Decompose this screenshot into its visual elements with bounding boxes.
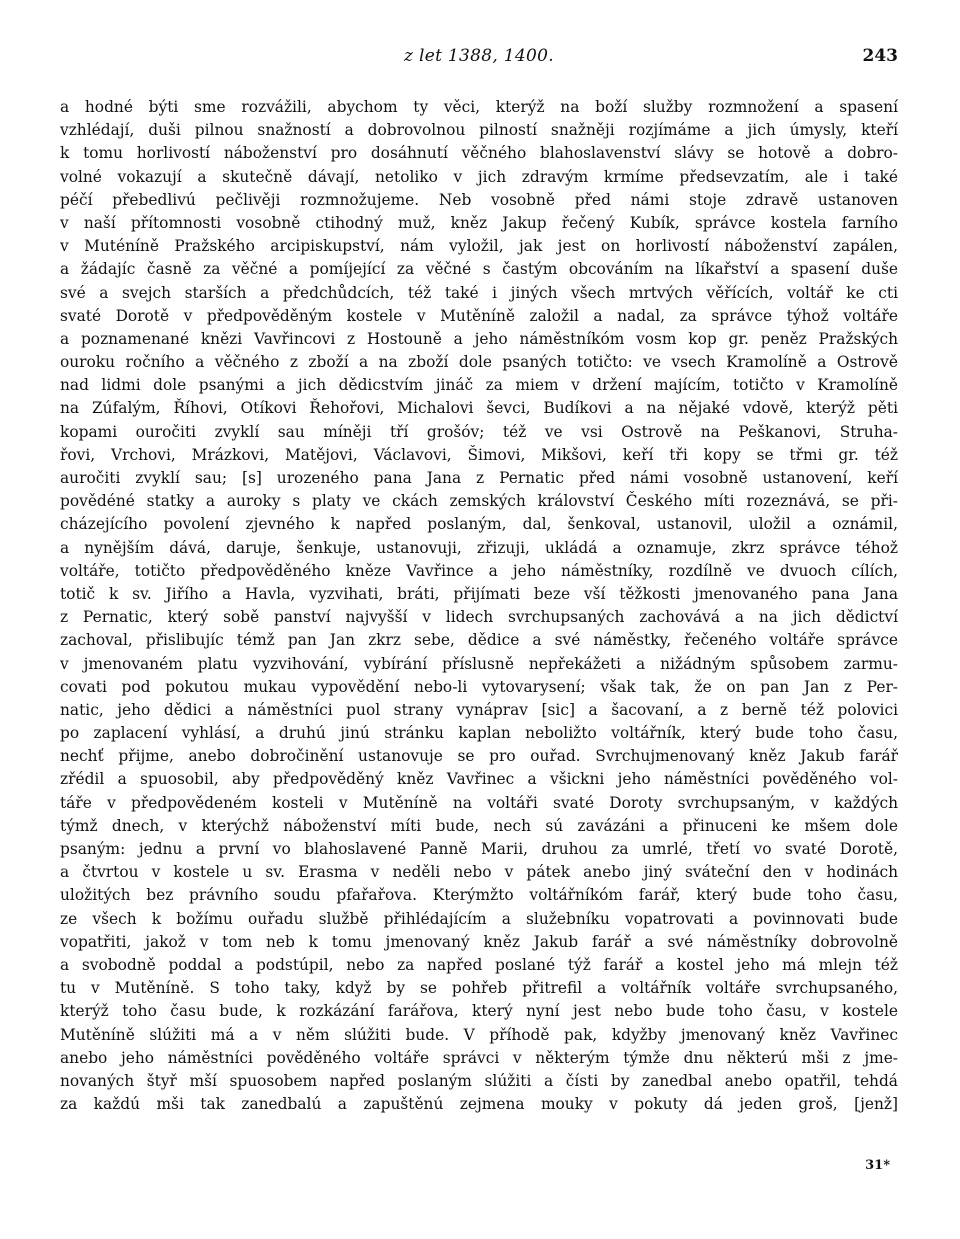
text-line: svaté Dorotě v předpověděným kostele v Mutěníně založil a nadal, za správce týhož voltáře	[60, 306, 898, 325]
text-line: ouroku ročního a věčného z zboží a na zboží dole psaných totičto: ve vsech Kramolíně a Ostrově	[60, 353, 898, 372]
text-line: zřédil a spuosobil, aby předpověděný kněz Vavřinec a všickni jeho náměstníci pověděného vol-	[60, 770, 898, 789]
text-line: voltáře, totičto předpověděného kněze Vavřince a jeho náměstníky, rozdílně ve dvuoch cílích,	[60, 561, 898, 580]
text-line: za každú mši tak zanedbalú a zapuštěnú zejmena mouky v pokuty dá jeden groš, [jenž]	[60, 1095, 898, 1114]
body-text	[60, 96, 898, 1116]
text-line: zachoval, přislibujíc témž pan Jan zkrz sebe, dědice a své náměstky, řečeného voltáře správce	[60, 631, 898, 650]
running-head	[60, 46, 898, 74]
text-line: novaných štyř mší spuosobem napřed poslaným slúžiti a čísti by zanedbal anebo opatřil, tehdá	[60, 1071, 898, 1090]
text-line: auročiti zvyklí sau; [s] urozeného pana Jana z Pernatic před námi vosobně ustanovení, keří	[60, 469, 898, 487]
text-line: cházejícího povolení zjevného k napřed poslaným, dal, šenkoval, ustanovil, uložil a oznámil,	[60, 515, 898, 534]
running-title: z let 1388, 1400.	[404, 46, 554, 66]
text-line: v jmenovaném platu vyzvihování, vybírání příslusně nepřekážeti a nižádným spůsobem zarmu-	[60, 654, 898, 673]
text-line: táře v předpovědeném kosteli v Mutěníně na voltáři svaté Doroty svrchupsaným, v každých	[60, 793, 898, 812]
text-line: a žádajíc časně za věčné a pomíjející za věčné s častým obcováním na líkařství a spasení duše	[60, 260, 898, 279]
text-line: a poznamenané knězi Vavřincovi z Hostouně a jeho náměstníkóm vosm kop gr. peněz Pražských	[60, 329, 898, 348]
page-number: 243	[862, 46, 898, 66]
text-line: na Zúfalým, Říhovi, Otíkovi Řehořovi, Michalovi ševci, Budíkovi a na nějaké vdově, kterýž pěti	[60, 399, 898, 418]
text-line: volné vokazují a skutečně dávají, netoliko v jich zdravým krmíme předsevzatím, ale i také	[60, 167, 898, 186]
text-line: totič k sv. Jiřího a Havla, vyzvihati, bráti, přijímati beze vší těžkosti jmenovaného pana Jana	[60, 584, 898, 603]
text-line: v Muténíně Pražského arcipiskupství, nám vyložil, jak jest on horlivostí náboženství zapálen,	[60, 237, 898, 256]
text-line: k tomu horlivostí náboženství pro dosáhnutí věčného blahoslavenství slávy se hotově a dobro-	[60, 144, 898, 163]
text-line: v naší přítomnosti vosobně ctihodný muž, kněz Jakup řečený Kubík, správce kostela farního	[60, 213, 898, 232]
text-line: a čtvrtou v kostele u sv. Erasma v neděli nebo v pátek anebo jiný sváteční den v hodinách	[60, 863, 898, 882]
text-line: ze všech k božímu ouřadu službě přihlédajícím a služebníku vopatrovati a povinnovati bude	[60, 909, 898, 928]
text-line: týmž dnech, v kterýchž náboženství míti bude, nech sú zavázáni a přinuceni ke mšem dole	[60, 816, 898, 835]
text-line: po zaplacení vyhlásí, a druhú jinú stránku kaplan neboližto voltářník, který bude toho času,	[60, 724, 898, 743]
text-line: Mutěníně slúžiti má a v něm slúžiti bude. V příhodě pak, kdyžby jmenovaný kněz Vavřinec	[60, 1025, 898, 1044]
text-line: řovi, Vrchovi, Mrázkovi, Matějovi, Václavovi, Šimovi, Mikšovi, keří tři kopy se třmi gr. též	[60, 445, 898, 464]
text-line: uložitých bez právního soudu pfařařova. Kterýmžto voltářníkóm farář, který bude toho času,	[60, 886, 898, 905]
text-line: anebo jeho náměstníci pověděného voltáře správci v některým týmže dnu některú mši z jme-	[60, 1048, 898, 1067]
text-line: své a svejch starších a předchůdcích, též také i jiných všech mrtvých věřících, voltář ke cti	[60, 283, 898, 302]
signature-mark: 31*	[865, 1158, 890, 1173]
text-line: vopatřiti, jakož v tom neb k tomu jmenovaný kněz Jakub farář a své náměstníky dobrovolně	[60, 932, 898, 951]
text-line: tu v Mutěníně. S toho taky, když by se pohřeb přitrefil a voltářník voltáře svrchupsaného,	[60, 979, 898, 998]
text-line: povědéné statky a auroky s platy ve ckách zemských království Českého míti rozeznává, se při-	[60, 492, 898, 511]
text-line: a svobodně poddal a podstúpil, nebo za napřed poslané týž farář a kostel jeho má mlejn též	[60, 955, 898, 974]
text-line: péčí přebedlivú pečlivěji rozmnožujeme. Neb vosobně před námi stoje zdravě ustanoven	[60, 190, 898, 209]
text-line: vzhlédají, duši pilnou snažností a dobrovolnou pilností snažněji rozjímáme a jich úmysly, kteří	[60, 121, 898, 140]
text-line: psaným: jednu a první vo blahoslavené Panně Marii, druhou za umrlé, třetí vo svaté Dorotě,	[60, 840, 898, 858]
text-line: a hodné býti sme rozvážili, abychom ty věci, kterýž na boží služby rozmnožení a spasení	[60, 98, 898, 116]
text-line: nad lidmi dole psanými a jich dědicstvím jináč za miem v držení majícím, totičto v Kramolíně	[60, 376, 898, 395]
text-line: kterýž toho času bude, k rozkázání farářova, který nyní jest nebo bude toho času, v kostele	[60, 1002, 898, 1021]
text-line: kopami ouročiti zvyklí sau míněji tří grošóv; též ve vsi Ostrově na Peškanovi, Struha-	[60, 422, 898, 441]
text-line: nechť přijme, anebo dobročinění ustanovuje se pro ouřad. Svrchujmenovaný kněz Jakub farář	[60, 747, 898, 766]
text-line: covati pod pokutou mukau vypovědění nebo-li vytovarysení; však tak, že on pan Jan z Per-	[60, 677, 898, 696]
text-line: natic, jeho dědici a náměstníci puol strany vynáprav [sic] a šacovaní, a z berně též polovici	[60, 700, 898, 719]
text-line: z Pernatic, který sobě panství najvyšší v lidech svrchupsaných zachovává a na jich dědictví	[60, 608, 898, 627]
text-line: a nynějším dává, daruje, šenkuje, ustanovuji, zřizuji, ukládá a oznamuje, zkrz správce téhož	[60, 538, 898, 557]
